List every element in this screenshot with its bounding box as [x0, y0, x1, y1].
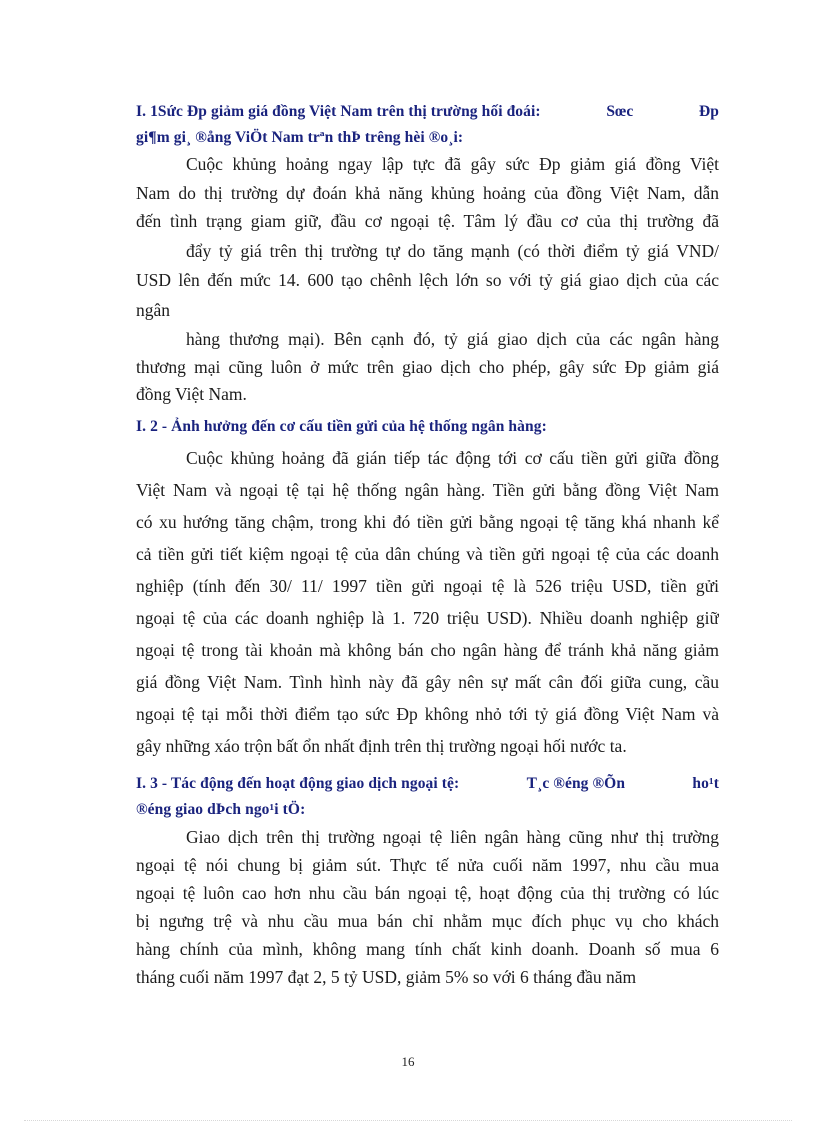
text-line: hàng thương mại). Bên cạnh đó, tỷ giá giao dịch của các ngân hàng: [186, 329, 719, 349]
text-line: bị ngưng trệ và nhu cầu mua bán chỉ nhằm mục đích phục vụ cho khách: [136, 911, 719, 931]
heading-text: I. 3 - Tác động đến hoạt động giao dịch ngoại tệ:: [136, 775, 460, 792]
section-2-heading: [136, 414, 719, 440]
heading-line: [136, 771, 719, 797]
text-line: Giao dịch trên thị trường ngoại tệ liên ngân hàng cũng như thị trường: [186, 827, 719, 847]
heading-line: gi¶m gi¸ ®ång ViÖt Nam trªn thÞ trêng hèi ®o¸i:: [136, 129, 464, 146]
section-1-heading: [136, 99, 719, 151]
text-line: Cuộc khủng hoảng ngay lập tực đã gây sức Ðp giảm giá đồng Việt: [186, 154, 719, 174]
text-line: ngoại tệ nói chung bị giảm sút. Thực tế nửa cuối năm 1997, nhu cầu mua: [136, 855, 719, 875]
text-line: USD lên đến mức 14. 600 tạo chênh lệch lớn so với tỷ giá giao dịch của các: [136, 270, 719, 290]
text-line: đẩy tỷ giá trên thị trường tự do tăng mạnh (có thời điểm tỷ giá VND/: [186, 241, 719, 261]
heading-text: Ðp: [698, 103, 719, 120]
heading-text: Sœc: [606, 103, 634, 120]
text-line: Cuộc khủng hoảng đã gián tiếp tác động tới cơ cấu tiền gửi giữa đồng: [186, 448, 719, 468]
text-line: gây những xáo trộn bất ổn nhất định trên thị trường ngoại hối nước ta.: [136, 736, 627, 756]
text-line: ngân: [136, 300, 171, 320]
heading-line: ®éng giao dÞch ngo¹i tÖ:: [136, 801, 306, 818]
page-bottom-divider: [24, 1120, 792, 1121]
text-line: ngoại tệ của các doanh nghiệp là 1. 720 triệu USD). Nhiều doanh nghiệp giữ: [136, 608, 719, 628]
heading-text: ho¹t: [692, 775, 719, 792]
text-line: cả tiền gửi tiết kiệm ngoại tệ của dân chúng và tiền gửi ngoại tệ của các doanh: [136, 544, 719, 564]
text-line: Việt Nam và ngoại tệ tại hệ thống ngân hàng. Tiền gửi bằng đồng Việt Nam: [136, 480, 719, 500]
text-line: nghiệp (tính đến 30/ 11/ 1997 tiền gửi ngoại tệ là 526 triệu USD, tiền gửi: [136, 576, 719, 596]
text-line: hàng chính của mình, không mang tính chất kinh doanh. Doanh số mua 6: [136, 939, 719, 959]
text-line: tháng cuối năm 1997 đạt 2, 5 tỷ USD, giảm 5% so với 6 tháng đầu năm: [136, 967, 637, 987]
text-line: ngoại tệ tại mỗi thời điểm tạo sức Ðp không nhỏ tới tỷ giá đồng Việt Nam và: [136, 704, 719, 724]
text-line: giá đồng Việt Nam. Tình hình này đã gây nên sự mất cân đối giữa cung, cầu: [136, 672, 719, 692]
heading-line: [136, 99, 719, 125]
section-3-paragraph: [136, 823, 719, 991]
text-line: đến tình trạng giam giữ, đầu cơ ngoại tệ. Tâm lý đầu cơ của thị trường đã: [136, 211, 719, 231]
text-line: thương mại cũng luôn ở mức trên giao dịch cho phép, gây sức Ðp giảm giá: [136, 357, 719, 377]
text-line: ngoại tệ luôn cao hơn nhu cầu bán ngoại tệ, hoạt động của thị trường có lúc: [136, 883, 719, 903]
text-line: Nam do thị trường dự đoán khả năng khủng hoảng của đồng Việt Nam, dẫn: [136, 183, 719, 203]
section-2-paragraph: [136, 442, 719, 762]
heading-line: I. 2 - Ảnh hưởng đến cơ cấu tiền gửi của hệ thống ngân hàng:: [136, 418, 547, 435]
text-line: đồng Việt Nam.: [136, 384, 247, 404]
text-line: ngoại tệ trong tài khoản mà không bán cho ngân hàng để tránh khả năng giảm: [136, 640, 719, 660]
heading-text: T¸c ®éng ®Õn: [526, 775, 626, 792]
heading-text: I. 1Sức Ðp giảm giá đồng Việt Nam trên thị trường hối đoái:: [136, 103, 541, 120]
page-number: 16: [401, 1054, 415, 1069]
section-1-paragraph: [136, 150, 719, 408]
section-3-heading: [136, 771, 719, 823]
text-line: có xu hướng tăng chậm, trong khi đó tiền gửi bằng ngoại tệ tăng khá nhanh kể: [136, 512, 719, 532]
